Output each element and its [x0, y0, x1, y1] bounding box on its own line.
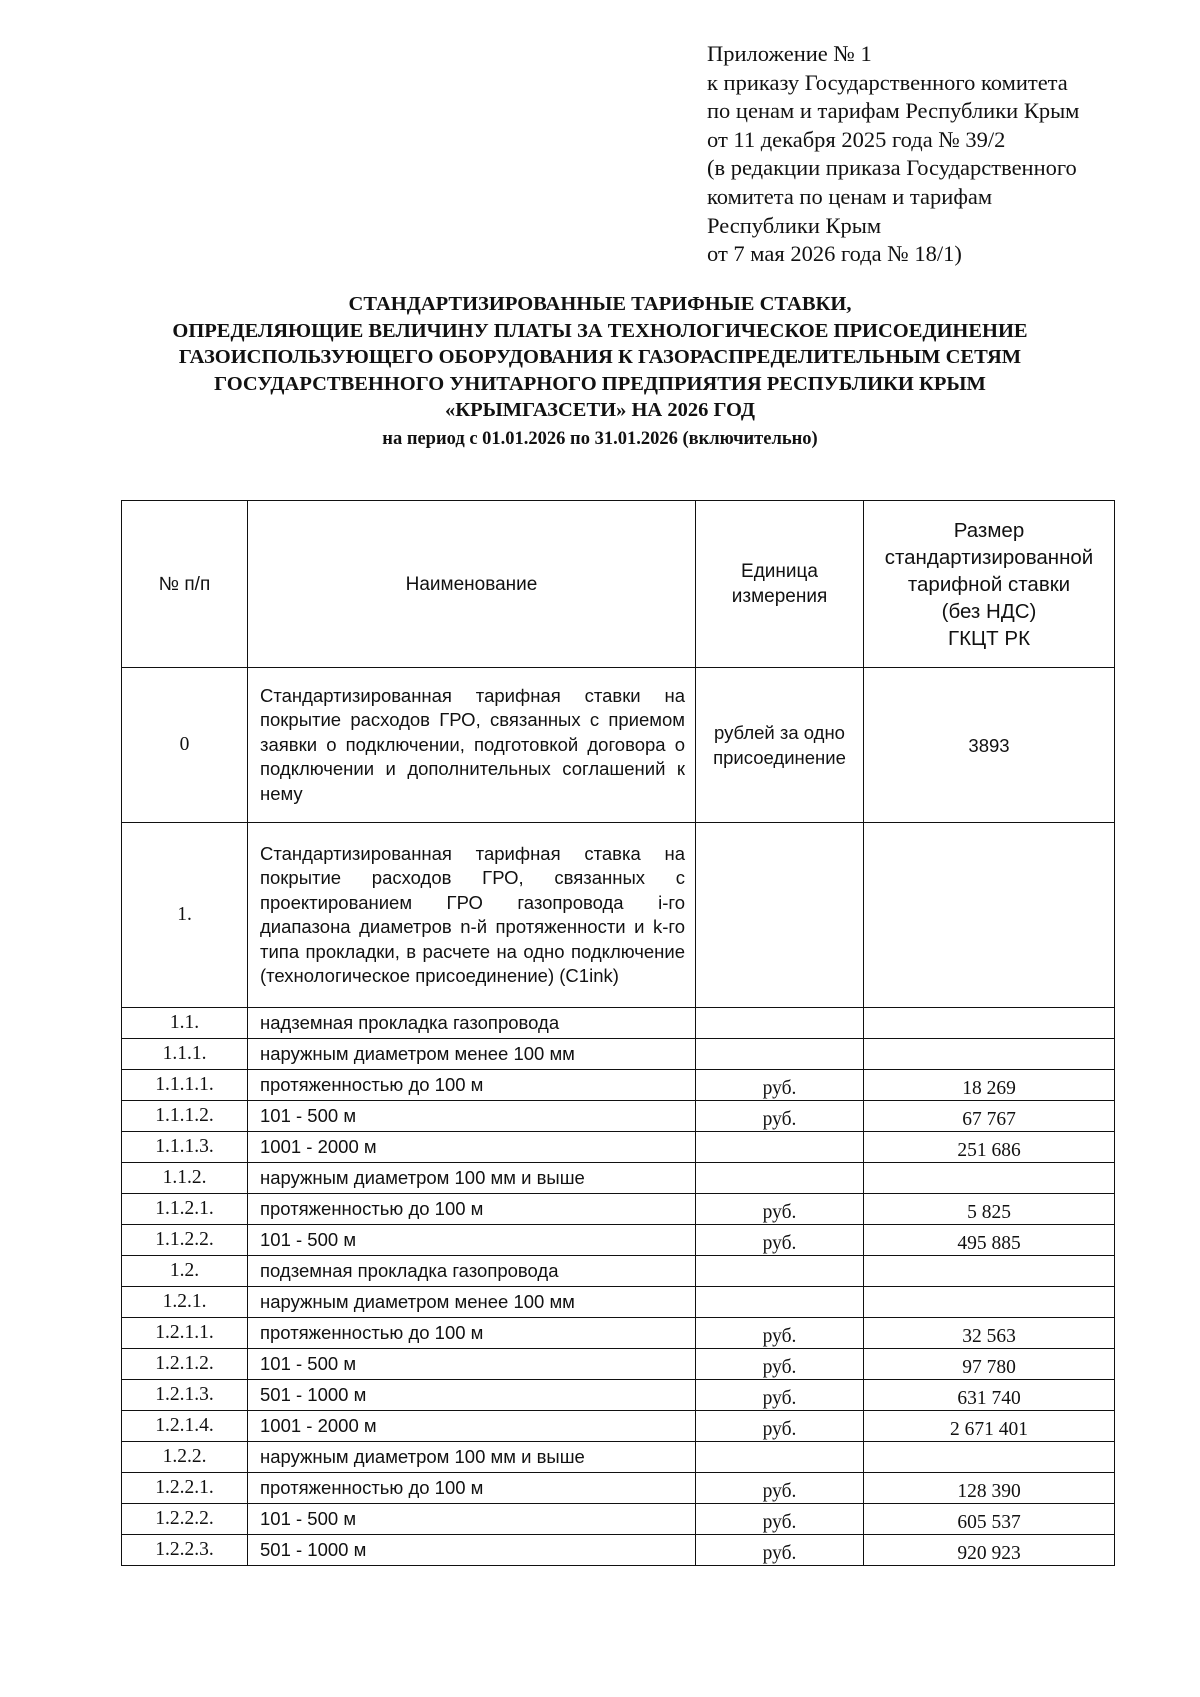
- row-name: 101 - 500 м: [248, 1349, 696, 1380]
- document-title: [100, 291, 1100, 452]
- row-num: 1.2.1.2.: [122, 1349, 248, 1380]
- table-row: [122, 1132, 1115, 1163]
- table-row: [122, 1287, 1115, 1318]
- row-value: [864, 1039, 1115, 1070]
- table-row: [122, 1318, 1115, 1349]
- row-value: 128 390: [864, 1473, 1115, 1504]
- row-num: 1.1.1.3.: [122, 1132, 248, 1163]
- row-value: 920 923: [864, 1535, 1115, 1566]
- header-size-line: ГКЦТ РК: [947, 626, 1031, 650]
- row-value: [864, 1442, 1115, 1473]
- row-name: протяженностью до 100 м: [248, 1318, 696, 1349]
- table-row: [122, 823, 1115, 1008]
- row-unit: [696, 1132, 864, 1163]
- row-num: 1.2.2.: [122, 1442, 248, 1473]
- table-row: [122, 1380, 1115, 1411]
- title-line: ГАЗОИСПОЛЬЗУЮЩЕГО ОБОРУДОВАНИЯ К ГАЗОРАСПРЕДЕЛИТЕЛЬНЫМ СЕТЯМ: [178, 346, 1022, 368]
- row-num: 1.: [122, 823, 248, 1008]
- row-value: 495 885: [864, 1225, 1115, 1256]
- row-num: 1.1.1.2.: [122, 1101, 248, 1132]
- table-row: [122, 1535, 1115, 1566]
- row-unit: руб.: [696, 1411, 864, 1442]
- row-unit: [696, 1039, 864, 1070]
- row-value: [864, 1163, 1115, 1194]
- row-num: 1.1.1.1.: [122, 1070, 248, 1101]
- appendix-line: по ценам и тарифам Республики Крым: [707, 98, 1080, 124]
- row-name: протяженностью до 100 м: [248, 1473, 696, 1504]
- table-row: [122, 1070, 1115, 1101]
- row-unit: руб.: [696, 1380, 864, 1411]
- table-row: [122, 1256, 1115, 1287]
- row-num: 1.2.1.1.: [122, 1318, 248, 1349]
- appendix-note: [707, 40, 1177, 269]
- table-row: [122, 1442, 1115, 1473]
- row-num: 1.2.: [122, 1256, 248, 1287]
- tariff-table: [121, 500, 1115, 1566]
- header-size: [864, 501, 1115, 668]
- row-name: 501 - 1000 м: [248, 1535, 696, 1566]
- row-value: [864, 1256, 1115, 1287]
- row-unit: [696, 1287, 864, 1318]
- row-value: [864, 1287, 1115, 1318]
- row-unit: руб.: [696, 1194, 864, 1225]
- row-name: подземная прокладка газопровода: [248, 1256, 696, 1287]
- row-num: 1.2.2.1.: [122, 1473, 248, 1504]
- row-name: наружным диаметром менее 100 мм: [248, 1039, 696, 1070]
- row-value: [864, 1008, 1115, 1039]
- row-name: 101 - 500 м: [248, 1225, 696, 1256]
- row-unit: руб.: [696, 1473, 864, 1504]
- title-line: СТАНДАРТИЗИРОВАННЫЕ ТАРИФНЫЕ СТАВКИ,: [348, 293, 852, 315]
- row-value: 32 563: [864, 1318, 1115, 1349]
- row-unit: руб.: [696, 1504, 864, 1535]
- row-name: протяженностью до 100 м: [248, 1070, 696, 1101]
- row-name: наружным диаметром 100 мм и выше: [248, 1163, 696, 1194]
- row-unit: руб.: [696, 1225, 864, 1256]
- table-row: [122, 1101, 1115, 1132]
- table-row: [122, 1225, 1115, 1256]
- period-line: на период с 01.01.2026 по 31.01.2026 (включительно): [382, 428, 818, 449]
- appendix-line: от 11 декабря 2025 года № 39/2: [707, 126, 1006, 152]
- table-row: [122, 1039, 1115, 1070]
- row-name: 101 - 500 м: [248, 1101, 696, 1132]
- header-size-line: (без НДС): [941, 599, 1037, 623]
- row-num: 1.1.: [122, 1008, 248, 1039]
- title-line: ОПРЕДЕЛЯЮЩИЕ ВЕЛИЧИНУ ПЛАТЫ ЗА ТЕХНОЛОГИЧЕСКОЕ ПРИСОЕДИНЕНИЕ: [172, 319, 1028, 342]
- row-num: 1.2.2.3.: [122, 1535, 248, 1566]
- row-value: 97 780: [864, 1349, 1115, 1380]
- table-row: [122, 1194, 1115, 1225]
- row-num: 1.1.2.: [122, 1163, 248, 1194]
- row-name: протяженностью до 100 м: [248, 1194, 696, 1225]
- header-unit-line: измерения: [731, 586, 828, 607]
- row-num: 1.2.2.2.: [122, 1504, 248, 1535]
- row-name: Стандартизированная тарифная ставка на покрытие расходов ГРО, связанных с проектированием ГРО газопровода i-го диапазона диаметров n-й протяженности и k-го типа прокладки, в расчете на одно подключение (технологическое присоединение) (C1ink): [248, 823, 696, 1008]
- table-row: [122, 1411, 1115, 1442]
- row-unit: [696, 1256, 864, 1287]
- row-value: 605 537: [864, 1504, 1115, 1535]
- row-value: 631 740: [864, 1380, 1115, 1411]
- table-row: [122, 1504, 1115, 1535]
- row-unit: руб.: [696, 1070, 864, 1101]
- header-size-line: стандартизированной: [884, 545, 1094, 569]
- row-value: 2 671 401: [864, 1411, 1115, 1442]
- row-value: [864, 823, 1115, 1008]
- row-value: 18 269: [864, 1070, 1115, 1101]
- row-unit: [696, 1008, 864, 1039]
- row-num: 0: [122, 668, 248, 823]
- appendix-line: от 7 мая 2026 года № 18/1): [707, 241, 962, 267]
- row-name: наружным диаметром 100 мм и выше: [248, 1442, 696, 1473]
- table-header-row: [122, 501, 1115, 668]
- table-row: [122, 1008, 1115, 1039]
- header-unit-line: Единица: [741, 561, 818, 582]
- row-name: 101 - 500 м: [248, 1504, 696, 1535]
- row-num: 1.2.1.3.: [122, 1380, 248, 1411]
- row-unit: руб.: [696, 1535, 864, 1566]
- appendix-line: Приложение № 1: [707, 41, 872, 66]
- row-unit: [696, 1163, 864, 1194]
- appendix-line: Республики Крым: [707, 212, 882, 238]
- row-value: 67 767: [864, 1101, 1115, 1132]
- appendix-line: комитета по ценам и тарифам: [707, 183, 993, 209]
- table-row: [122, 1163, 1115, 1194]
- header-size-line: тарифной ставки: [907, 572, 1071, 596]
- row-num: 1.1.2.2.: [122, 1225, 248, 1256]
- appendix-line: к приказу Государственного комитета: [707, 69, 1068, 95]
- header-name: Наименование: [248, 501, 696, 668]
- table-row: [122, 1349, 1115, 1380]
- title-line: ГОСУДАРСТВЕННОГО УНИТАРНОГО ПРЕДПРИЯТИЯ РЕСПУБЛИКИ КРЫМ: [214, 372, 986, 395]
- row-unit: руб.: [696, 1101, 864, 1132]
- row-num: 1.1.2.1.: [122, 1194, 248, 1225]
- row-name: 1001 - 2000 м: [248, 1132, 696, 1163]
- title-line: «КРЫМГАЗСЕТИ» НА 2026 ГОД: [444, 399, 756, 421]
- row-unit: рублей за одно присоединение: [696, 668, 864, 823]
- row-num: 1.2.1.4.: [122, 1411, 248, 1442]
- row-value: 5 825: [864, 1194, 1115, 1225]
- row-name: 501 - 1000 м: [248, 1380, 696, 1411]
- table-row: [122, 668, 1115, 823]
- row-unit: [696, 823, 864, 1008]
- appendix-line: (в редакции приказа Государственного: [707, 155, 1077, 181]
- row-value: 251 686: [864, 1132, 1115, 1163]
- row-unit: руб.: [696, 1318, 864, 1349]
- row-name: наружным диаметром менее 100 мм: [248, 1287, 696, 1318]
- row-name: 1001 - 2000 м: [248, 1411, 696, 1442]
- row-num: 1.1.1.: [122, 1039, 248, 1070]
- row-num: 1.2.1.: [122, 1287, 248, 1318]
- row-value: 3893: [864, 668, 1115, 823]
- header-size-line: Размер: [953, 518, 1025, 542]
- row-name: Стандартизированная тарифная ставки на покрытие расходов ГРО, связанных с приемом заявки о подключении, подготовкой договора о подключении и дополнительных соглашений к нему: [248, 668, 696, 823]
- row-unit: руб.: [696, 1349, 864, 1380]
- table-row: [122, 1473, 1115, 1504]
- header-num: № п/п: [122, 501, 248, 668]
- row-name: надземная прокладка газопровода: [248, 1008, 696, 1039]
- row-unit: [696, 1442, 864, 1473]
- header-unit: [696, 501, 864, 668]
